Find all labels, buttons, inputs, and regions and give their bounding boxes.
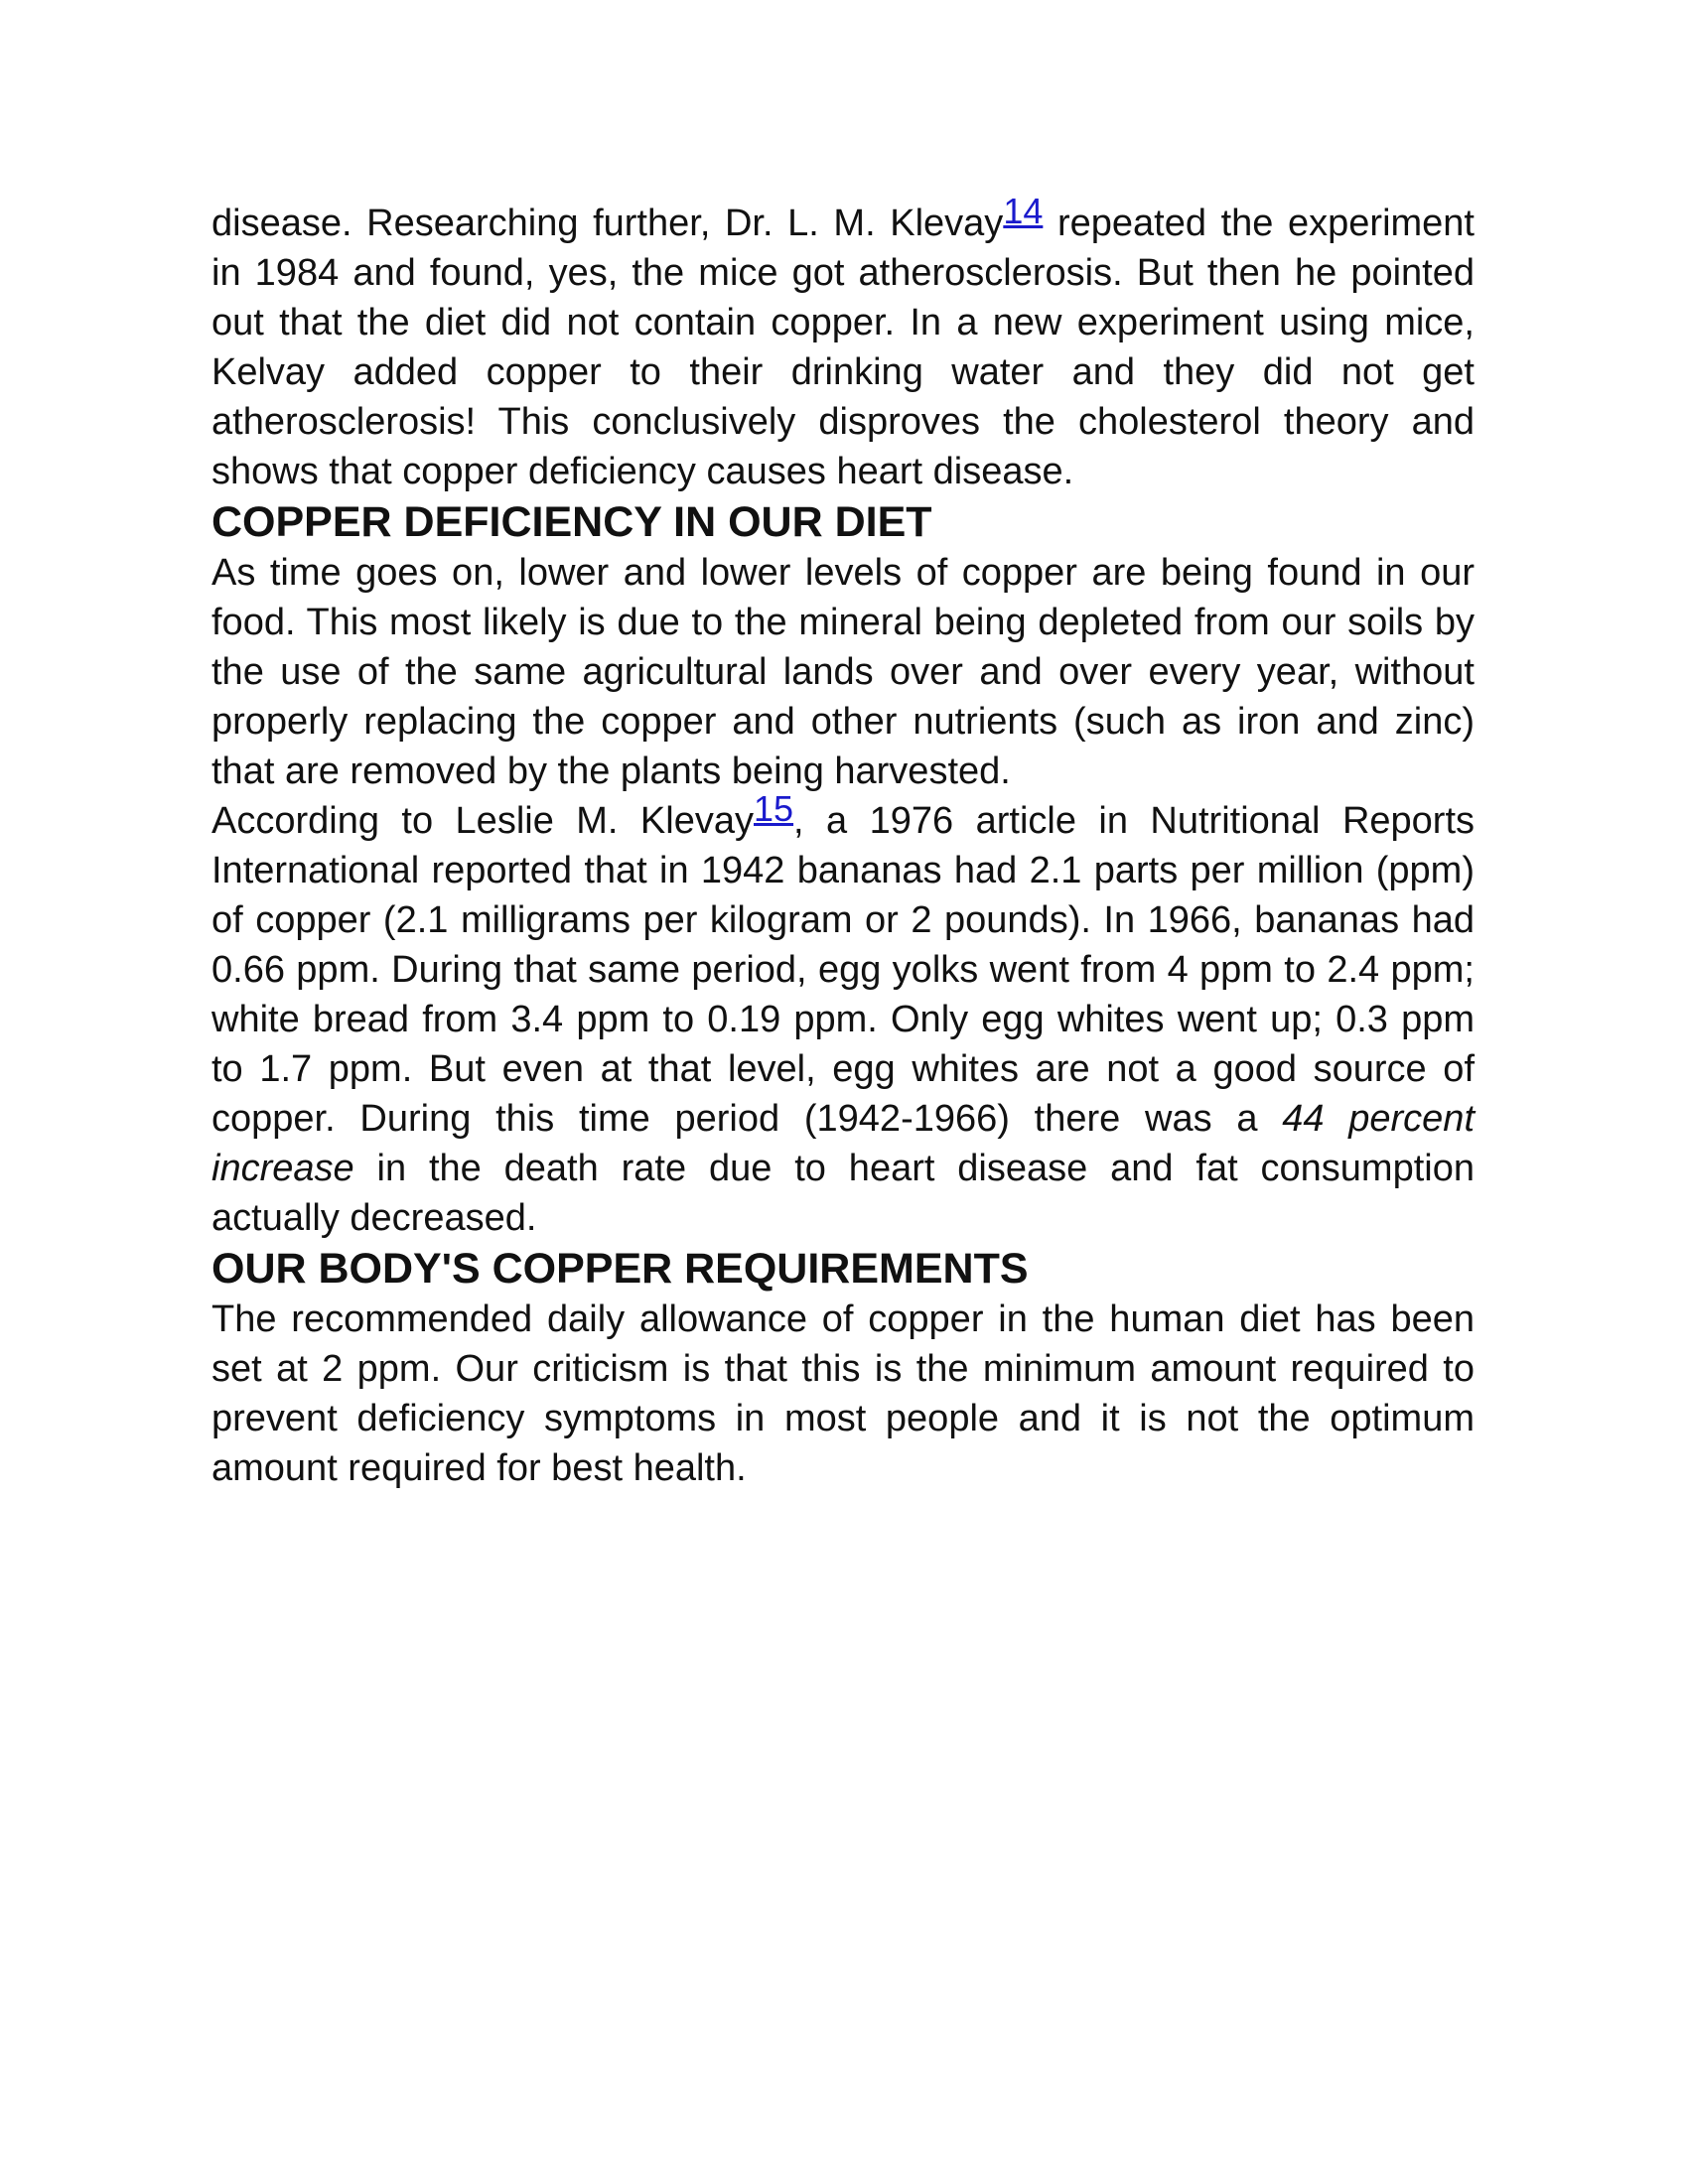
paragraph-atherosclerosis-experiment [211,191,1475,496]
paragraph-text: repeated the experiment in 1984 and found, yes, the mice got atherosclerosis. But then he pointed out that the diet did not contain copper. In a new experiment using mice, Kelvay added copper to their drinking water and they did not get atherosclerosis! This conclusively disproves the cholesterol theory and shows that copper deficiency causes heart disease. [211,203,1475,492]
paragraph-klevay-data [211,788,1475,1243]
paragraph-text: in the death rate due to heart disease and fat consumption actually decreased. [211,1148,1475,1239]
paragraph-text: According to Leslie M. Klevay [211,800,754,842]
paragraph-text: disease. Researching further, Dr. L. M. Klevay [211,203,1004,244]
paragraph-copper-levels: As time goes on, lower and lower levels of copper are being found in our food. This most likely is due to the mineral being depleted from our soils by the use of the same agricultural lands over and over every year, without properly replacing the copper and other nutrients (such as iron and zinc) that are removed by the plants being harvested. [211,552,1475,792]
heading-copper-requirements: OUR BODY'S COPPER REQUIREMENTS [211,1245,1029,1293]
document-page [211,191,1475,1493]
emphasis-text: 44 percent increase [211,1098,1475,1189]
heading-copper-deficiency: COPPER DEFICIENCY IN OUR DIET [211,498,932,546]
paragraph-text: , a 1976 article in Nutritional Reports International reported that in 1942 bananas had 2.1 parts per million (ppm) of copper (2.1 milligrams per kilogram or 2 pounds). In 1966, bananas had 0.66 ppm. During that same period, egg yolks went from 4 ppm to 2.4 ppm; white bread from 3.4 ppm to 0.19 ppm. Only egg whites went up; 0.3 ppm to 1.7 ppm. But even at that level, egg whites are not a good source of copper. During this time period (1942-1966) there was a [211,800,1475,1140]
paragraph-daily-allowance: The recommended daily allowance of copper in the human diet has been set at 2 ppm. Our criticism is that this is the minimum amount required to prevent deficiency symptoms in most people and it is not the optimum amount required for best health. [211,1298,1475,1489]
footnote-link-14[interactable]: 14 [1003,191,1044,231]
footnote-link-15[interactable]: 15 [754,788,794,829]
